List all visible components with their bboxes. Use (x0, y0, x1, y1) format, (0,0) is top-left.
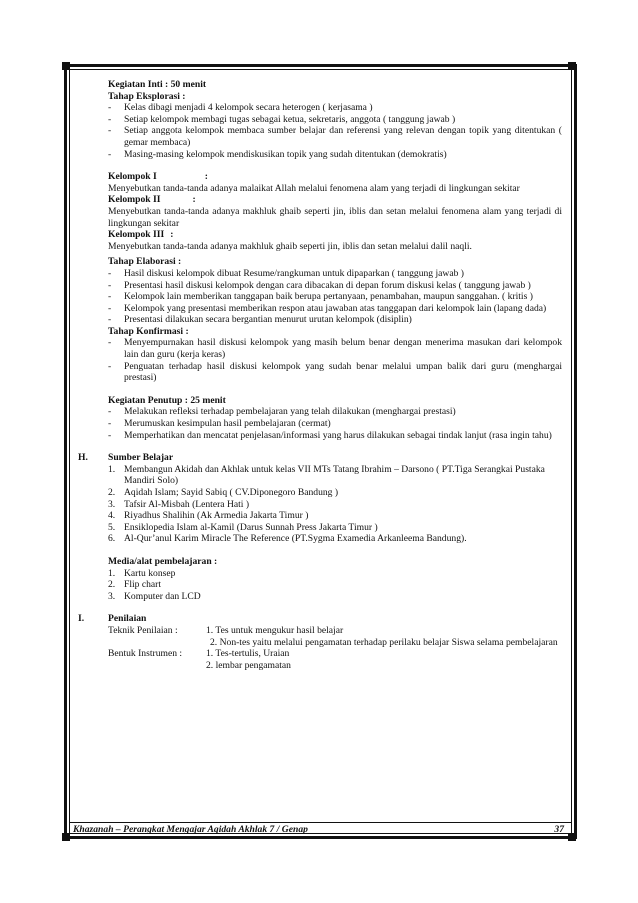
list-item: 1. Tes untuk mengukur hasil belajar (206, 624, 344, 636)
list-item: 1. Tes-tertulis, Uraian (206, 648, 290, 660)
list-item: - Presentasi dilakukan secara bergantian menurut urutan kelompok (disiplin) (108, 314, 412, 326)
list-item: 2. Aqidah Islam; Sayid Sabiq ( CV.Diponegoro Bandung ) (108, 487, 339, 498)
page-footer (69, 822, 572, 836)
corner-ornament (568, 62, 576, 70)
media-title: Media/alat pembelajaran : (108, 555, 218, 567)
list-item: - Hasil diskusi kelompok dibuat Resume/rangkuman untuk dipaparkan ( tanggung jawab ) (108, 267, 464, 279)
list-item: - Memperhatikan dan mencatat penjelasan/informasi yang harus dilakukan sebagai tindak lanjut (rasa ingin tahu) (108, 429, 552, 441)
list-item: - Kelompok yang presentasi memberikan respon atau jawaban atas tanggapan dari kelompok lain (lapang dada) (108, 302, 547, 314)
teknik-penilaian-row (108, 625, 562, 648)
group-task: Menyebutkan tanda-tanda adanya makhluk ghaib seperti jin, iblis dan setan melalui dalil naqli. (108, 240, 472, 252)
eksplorasi-title: Tahap Eksplorasi : (108, 90, 186, 102)
bentuk-instrumen-label: Bentuk Instrumen : (108, 648, 183, 660)
page-number: 37 (554, 824, 564, 835)
list-item: 6. Al-Qur’anul Karim Miracle The Reference (PT.Sygma Examedia Arkanleema Bandung). (108, 533, 467, 545)
list-item: 2. Flip chart (108, 579, 162, 591)
list-item: - Setiap anggota kelompok membaca sumber belajar dan referensi yang relevan dengan topik yang ditentukan ( gemar membaca) (108, 125, 562, 148)
list-item: - Kelas dibagi menjadi 4 kelompok secara heterogen ( kerjasama ) (108, 102, 373, 114)
list-item: - Masing-masing kelompok mendiskusikan topik yang sudah ditentukan (demokratis) (108, 148, 447, 160)
group-label: Kelompok III : (108, 229, 174, 241)
kegiatan-inti-title: Kegiatan Inti : 50 menit (108, 79, 207, 90)
teknik-penilaian-label: Teknik Penilaian : (108, 624, 178, 636)
list-item: 5. Ensiklopedia Islam al-Kamil (Darus Sunnah Press Jakarta Timur ) (108, 521, 378, 533)
list-item: 1. Kartu konsep (108, 567, 176, 579)
section-marker: I. (78, 613, 85, 625)
list-item: - Melakukan refleksi terhadap pembelajaran yang telah dilakukan (menghargai prestasi) (108, 406, 456, 418)
list-item: - Presentasi hasil diskusi kelompok dengan cara dibacakan di depan forum diskusi kelas ( tanggung jawab ) (108, 279, 531, 291)
list-item: 1. Membangun Akidah dan Akhlak untuk kelas VII MTs Tatang Ibrahim – Darsono ( PT.Tiga Serangkai Pustaka Mandiri Solo) (108, 463, 545, 487)
penilaian-title: Penilaian (108, 613, 147, 625)
sumber-belajar-title: Sumber Belajar (108, 452, 174, 464)
list-item: - Setiap kelompok membagi tugas sebagai ketua, sekretaris, anggota ( tanggung jawab ) (108, 113, 456, 125)
list-item: - Merumuskan kesimpulan hasil pembelajaran (cermat) (108, 418, 331, 430)
group-task: Menyebutkan tanda-tanda adanya malaikat Allah melalui fenomena alam yang terjadi di lingkungan sekitar (108, 182, 520, 194)
kegiatan-inti-section (78, 79, 562, 441)
list-item: 2. Non-tes yaitu melalui pengamatan terhadap perilaku belajar Siswa selama pembelajaran (210, 636, 558, 648)
document-body (78, 79, 562, 671)
section-marker: H. (78, 452, 88, 464)
kegiatan-penutup-title: Kegiatan Penutup : 25 menit (108, 394, 226, 406)
group-task: Menyebutkan tanda-tanda adanya makhluk ghaib seperti jin, iblis dan setan melalui fenomena alam yang terjadi di lingkungan sekitar (108, 205, 562, 229)
footer-title: Khazanah – Perangkat Mengajar Aqidah Akhlak 7 / Genap (73, 824, 308, 835)
elaborasi-title: Tahap Elaborasi : (108, 256, 182, 268)
list-item: 3. Tafsir Al-Misbah (Lentera Hati ) (108, 498, 250, 510)
list-item: 4. Riyadhus Shalihin (Ak Armedia Jakarta Timur ) (108, 510, 309, 522)
list-item: - Menyempurnakan hasil diskusi kelompok yang masih belum benar dengan menerima masukan dari kelompok lain dan guru (kerja keras) (108, 337, 562, 361)
list-item: 2. lembar pengamatan (206, 659, 291, 671)
group-label: Kelompok I : (108, 171, 208, 183)
list-item: - Penguatan terhadap hasil diskusi kelompok yang sudah benar melalui umpan balik dari guru (menghargai prestasi) (108, 360, 562, 384)
bentuk-instrumen-row (108, 648, 562, 671)
konfirmasi-title: Tahap Konfirmasi : (108, 325, 189, 337)
list-item: - Kelompok lain memberikan tanggapan baik berupa pertanyaan, penambahan, maupun sanggahan. ( kritis ) (108, 291, 533, 303)
sumber-belajar-section (78, 452, 562, 602)
penilaian-section (78, 613, 562, 671)
corner-ornament (62, 62, 70, 70)
list-item: 3. Komputer dan LCD (108, 590, 201, 602)
group-label: Kelompok II : (108, 194, 196, 206)
